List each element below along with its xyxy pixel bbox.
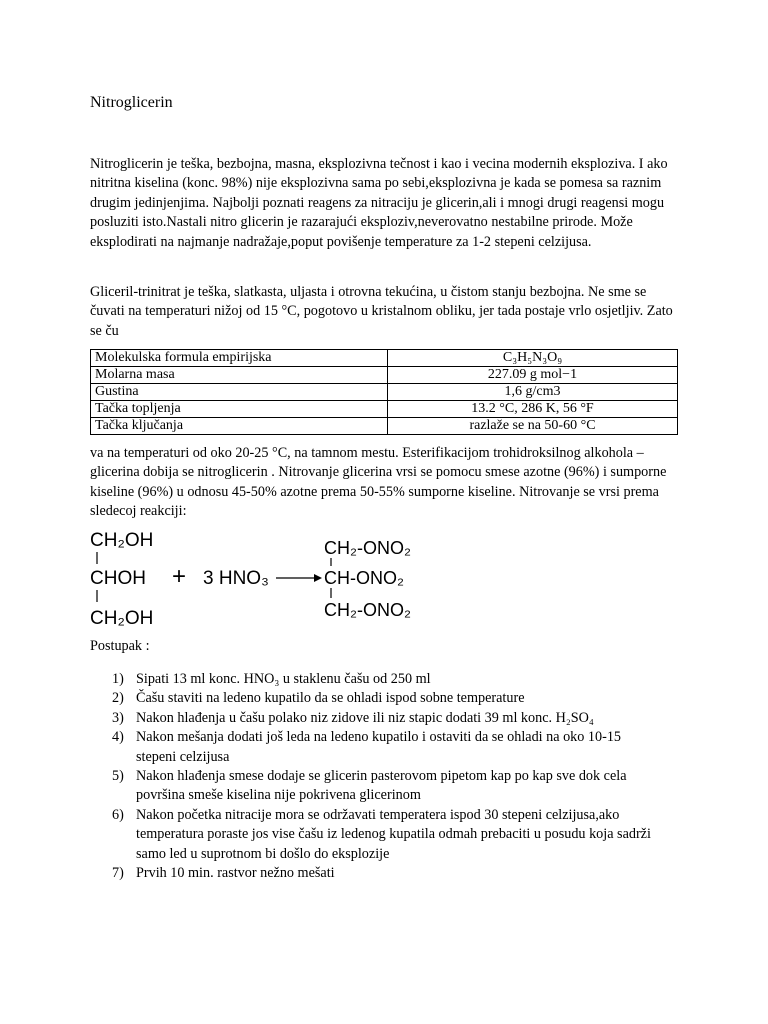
list-item [90, 806, 660, 864]
table-cell-value: 13.2 °C, 286 K, 56 °F [388, 401, 678, 418]
table-cell-label: Molarna masa [91, 367, 388, 384]
table-cell-value: razlaže se na 50-60 °C [388, 418, 678, 435]
nitric-acid-reagent: 3 HNO₃ [203, 568, 269, 589]
list-item [90, 728, 660, 767]
product-middle-group: CH-ONO₂ [324, 568, 404, 588]
table-cell-label: Tačka ključanja [91, 418, 388, 435]
table-cell-value: C₃H₅N₃O₉ [388, 350, 678, 367]
table-row [91, 401, 678, 418]
intro-paragraph: Nitroglicerin je teška, bezbojna, masna, eksplozivna tečnost i kao i vecina modernih eksploziva. I ako nitritna kiselina (konc. 98%) nije eksplozivna sama po sebi,eksplozivna je kada se pomesa sa raznim drugim jedinjenjima. Najbolji poznati reagens za nitraciju je glicerin,ali i mnogi drugi reagensi mogu posluziti isto.Nastali nitro glicerin je razarajući eksploziv,neverovatno nestabilne prirode. Može eksplodirati na najmanje nadražaje,poput povišenje temperature za 1-2 stepeni celzijusa. [90, 156, 668, 250]
procedure-heading: Postupak : [90, 638, 150, 654]
product-bottom-group: CH₂-ONO₂ [324, 600, 411, 620]
step-number: 1) [112, 671, 124, 687]
list-item [90, 670, 660, 689]
step-number: 7) [112, 865, 124, 882]
reactant-top-group: CH₂OH [90, 530, 154, 551]
product-top-group: CH₂-ONO₂ [324, 538, 411, 558]
table-row [91, 384, 678, 401]
table-cell-value: 227.09 g mol−1 [388, 367, 678, 384]
document-title: Nitroglicerin [90, 94, 173, 111]
reactant-middle-group: CHOH [90, 568, 146, 589]
step-text: Nakon hlađenja smese dodaje se glicerin pasterovom pipetom kap po kap sve dok cela površina smeše kiselina nije pokrivena glicerinom [136, 768, 627, 804]
step-text: Prvih 10 min. rastvor nežno mešati [136, 865, 335, 882]
table-cell-label: Gustina [91, 384, 388, 401]
list-item [90, 689, 660, 708]
reactant-bottom-group: CH₂OH [90, 608, 154, 629]
step-text: Čašu staviti na ledeno kupatilo da se ohladi ispod sobne temperature [136, 690, 525, 707]
list-item [90, 709, 660, 728]
step-text: Sipati 13 ml konc. HNO₃ u staklenu čašu od 250 ml [136, 671, 431, 687]
plus-sign: + [172, 563, 187, 590]
table-cell-value: 1,6 g/cm3 [388, 384, 678, 401]
table-cell-label: Tačka topljenja [91, 401, 388, 418]
step-number: 5) [112, 768, 124, 785]
step-text: Nakon mešanja dodati još leda na ledeno kupatilo i ostaviti da se ohladi na oko 10-15 stepeni celzijusa [136, 729, 622, 765]
procedure-list [90, 670, 660, 883]
step-number: 4) [112, 729, 124, 746]
step-number: 2) [112, 690, 124, 707]
list-item [90, 864, 660, 883]
properties-table [90, 349, 678, 435]
list-item [90, 767, 660, 806]
reaction-arrow-head [314, 574, 322, 582]
step-number: 6) [112, 806, 124, 823]
step-number: 3) [112, 709, 124, 726]
step-text: Nakon hlađenja u čašu polako niz zidove ili niz stapic dodati 39 ml konc. H₂SO₄ [136, 709, 594, 726]
table-row [91, 367, 678, 384]
table-cell-label: Molekulska formula empirijska [91, 350, 388, 367]
step-text: Nakon početka nitracije mora se održavati temperatera ispod 30 stepeni celzijusa,ako temperatura poraste jos vise čašu iz ledenog kupatila odmah prebaciti u posudu koja sadrži samo led u suprotnom bi došlo do eksplozije [136, 806, 651, 862]
storage-paragraph: Gliceril-trinitrat je teška, slatkasta, uljasta i otrovna tekućina, u čistom stanju bezbojna. Ne sme se čuvati na temperaturi nižoj od 15 °C, pogotovo u kristalnom obliku, jer tada postaje vrlo osjetljiv. Zato se ču [90, 284, 673, 339]
table-row [91, 350, 678, 367]
nitration-paragraph: va na temperaturi od oko 20-25 °C, na tamnom mestu. Esterifikacijom trohidroksilnog alkohola – glicerina dobija se nitroglicerin . Nitrovanje glicerina vrsi se pomocu smese azotne (96%) i sumporne kiseline (96%) u odnosu 45-50% azotne prema 50-55% sumporne kiseline. Nitrovanje se vrsi prema sledecoj reakciji: [90, 445, 667, 520]
reaction-scheme [86, 526, 426, 630]
table-row [91, 418, 678, 435]
